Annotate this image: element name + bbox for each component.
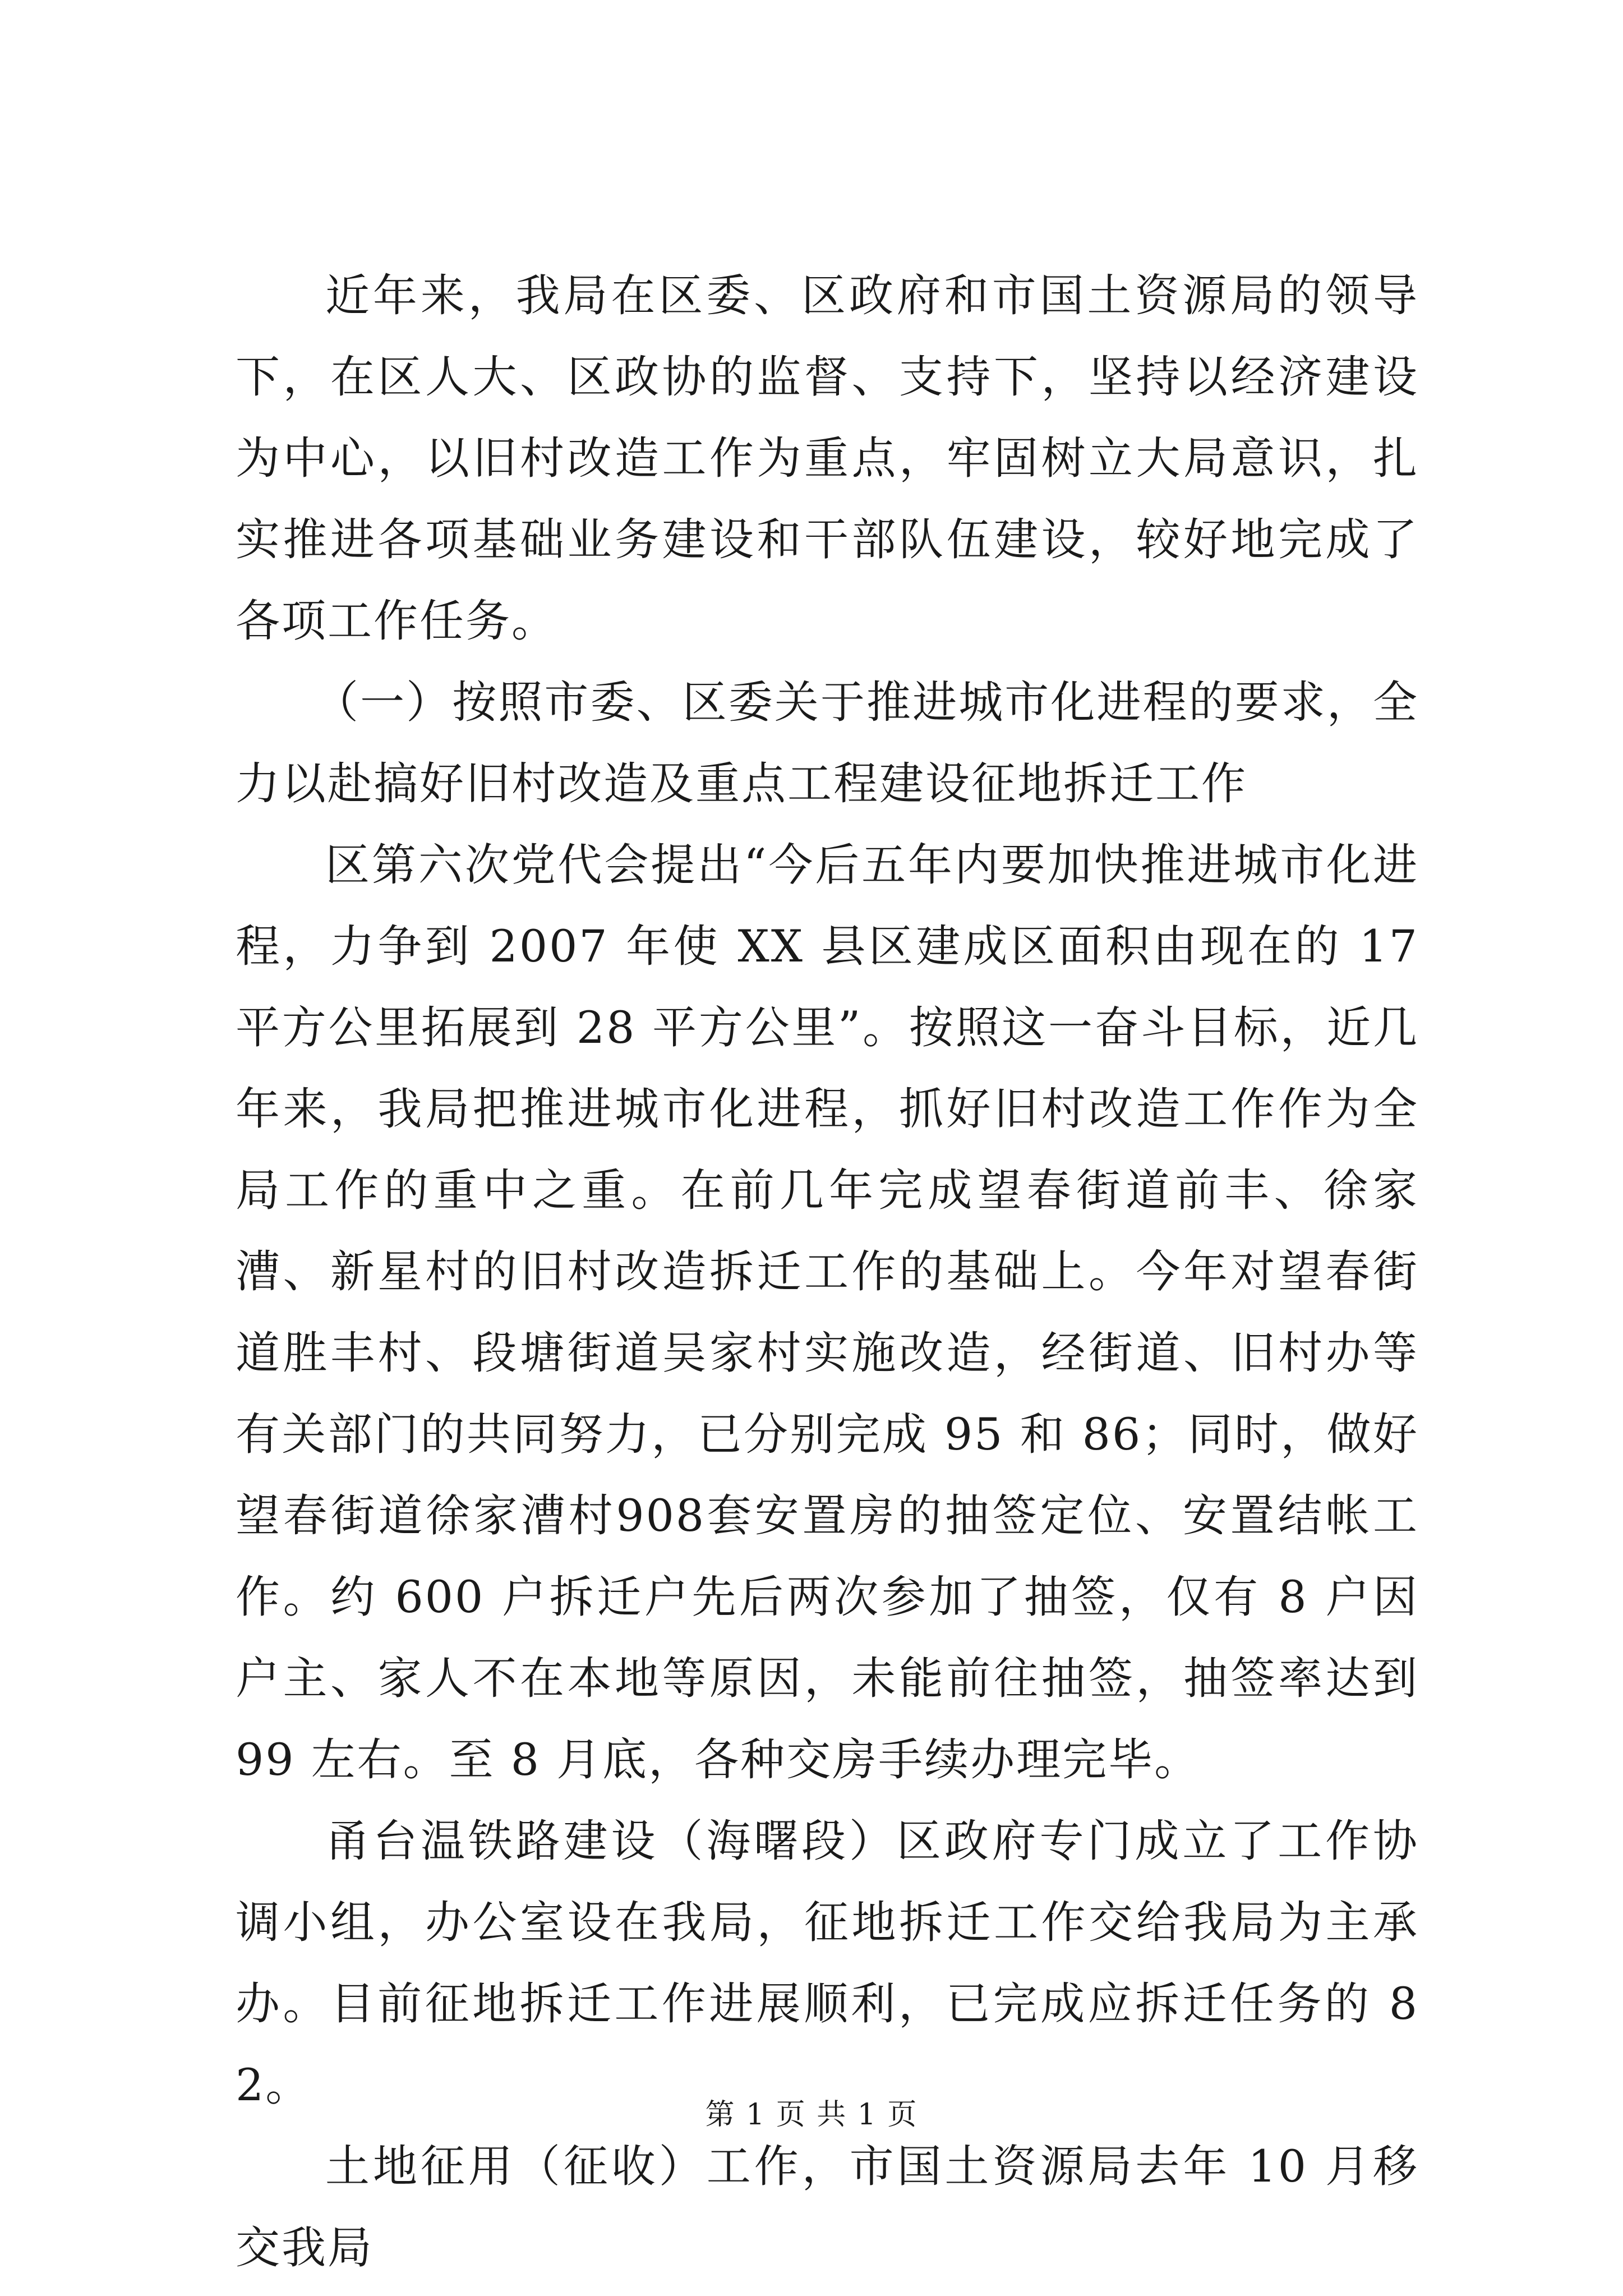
paragraph-land-acquisition: 土地征用（征收）工作，市国土资源局去年 10 月移交我局 bbox=[236, 2141, 1419, 2274]
document-body bbox=[236, 255, 1419, 2289]
section-heading: （一）按照市委、区委关于推进城市化进程的要求，全力以赴搞好旧村改造及重点工程建设征地拆迁工作 bbox=[236, 677, 1419, 809]
paragraph-urbanization: 区第六次党代会提出“今后五年内要加快推进城市化进程，力争到 2007 年使 XX 县区建成区面积由现在的 17 平方公里拓展到 28 平方公里”。按照这一奋斗目标，近几年来，我局把推进城市化进程，抓好旧村改造工作作为全局工作的重中之重。在前几年完成望春街道前丰、徐家漕、新星村的旧村改造拆迁工作的基础上。今年对望春街道胜丰村、段塘街道吴家村实施改造，经街道、旧村办等有关部门的共同努力，已分别完成 95 和 86；同时，做好望春街道徐家漕村908套安置房的抽签定位、安置结帐工作。约 600 户拆迁户先后两次参加了抽签，仅有 8 户因户主、家人不在本地等原因，未能前往抽签，抽签率达到 99 左右。至 8 月底，各种交房手续办理完毕。 bbox=[236, 839, 1419, 1786]
paragraph-railway: 甬台温铁路建设（海曙段）区政府专门成立了工作协调小组，办公室设在我局，征地拆迁工作交给我局为主承办。目前征地拆迁工作进展顺利，已完成应拆迁任务的 82。 bbox=[236, 1815, 1419, 2111]
page-footer: 第 1 页 共 1 页 bbox=[705, 2098, 918, 2132]
paragraph-intro: 近年来，我局在区委、区政府和市国土资源局的领导下，在区人大、区政协的监督、支持下，坚持以经济建设为中心，以旧村改造工作为重点，牢固树立大局意识，扎实推进各项基础业务建设和干部队伍建设，较好地完成了各项工作任务。 bbox=[236, 270, 1419, 647]
